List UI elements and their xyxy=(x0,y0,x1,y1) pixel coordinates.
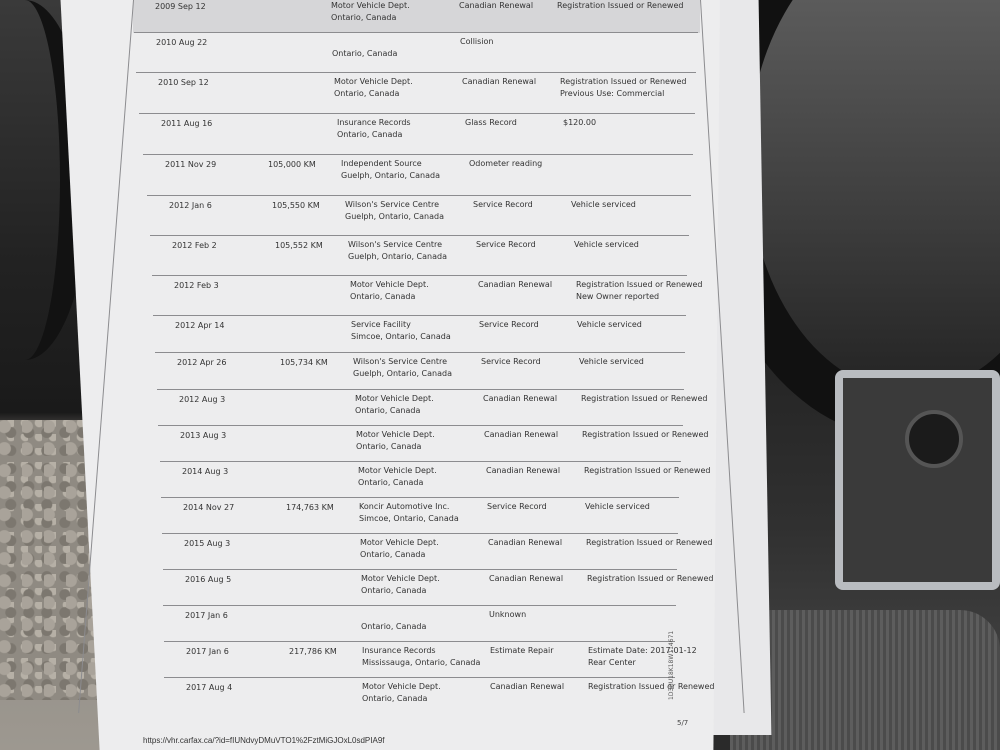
row-source xyxy=(355,393,434,417)
row-source xyxy=(341,158,440,182)
row-source-line: Ontario, Canada xyxy=(356,442,422,451)
row-source xyxy=(331,0,410,24)
table-row xyxy=(164,677,715,714)
row-record-type: Canadian Renewal xyxy=(490,682,565,691)
row-detail-line: Vehicle serviced xyxy=(571,200,636,209)
table-row xyxy=(158,425,709,462)
table-row xyxy=(150,235,689,276)
row-odometer: 105,552 KM xyxy=(275,241,323,250)
row-date: 2012 Feb 2 xyxy=(172,241,217,250)
row-date: 2017 Jan 6 xyxy=(185,611,228,620)
row-source-line: Ontario, Canada xyxy=(361,622,427,631)
row-record-type: Canadian Renewal xyxy=(462,77,537,86)
row-source-line: Guelph, Ontario, Canada xyxy=(341,171,440,180)
row-record-type: Service Record xyxy=(481,357,541,366)
row-details xyxy=(587,573,713,585)
row-date: 2014 Nov 27 xyxy=(183,503,235,512)
row-source-line: Motor Vehicle Dept. xyxy=(350,280,429,289)
row-date: 2011 Nov 29 xyxy=(165,160,217,169)
row-date: 2014 Aug 3 xyxy=(182,467,229,476)
row-date: 2012 Apr 26 xyxy=(177,358,227,367)
table-row xyxy=(163,605,676,642)
row-detail-line: Registration Issued or Renewed xyxy=(581,394,708,403)
row-source-line: Independent Source xyxy=(341,159,422,168)
row-source xyxy=(337,117,411,141)
table-row xyxy=(147,195,691,236)
row-source-line: Ontario, Canada xyxy=(337,130,403,139)
row-details xyxy=(585,501,650,513)
row-date: 2012 Jan 6 xyxy=(169,201,212,210)
row-odometer: 174,763 KM xyxy=(286,503,334,512)
row-source-line: Service Facility xyxy=(351,320,411,329)
row-details xyxy=(560,76,686,100)
row-source-line: Ontario, Canada xyxy=(350,292,416,301)
row-odometer: 217,786 KM xyxy=(289,647,337,656)
row-record-type: Service Record xyxy=(473,200,533,209)
row-source-line: Motor Vehicle Dept. xyxy=(355,394,434,403)
row-odometer: 105,550 KM xyxy=(272,201,320,210)
row-record-type: Odometer reading xyxy=(469,159,543,168)
vin-number: 1D3HU18K18W114671 xyxy=(668,630,675,700)
row-date: 2012 Apr 14 xyxy=(175,321,225,330)
table-row xyxy=(134,32,698,73)
row-details xyxy=(581,393,707,405)
row-record-type: Canadian Renewal xyxy=(478,280,553,289)
row-details xyxy=(582,429,708,441)
table-row xyxy=(155,352,685,390)
row-date: 2012 Aug 3 xyxy=(179,395,226,404)
row-source-line: Mississauga, Ontario, Canada xyxy=(362,658,481,667)
page-number: 5/7 xyxy=(677,719,689,727)
row-source xyxy=(361,573,440,597)
row-source-line: Wilson's Service Centre xyxy=(345,200,440,209)
table-row xyxy=(133,0,700,33)
row-record-type: Service Record xyxy=(476,240,536,249)
row-date: 2009 Sep 12 xyxy=(155,2,206,11)
row-source-line: Ontario, Canada xyxy=(355,406,421,415)
table-row xyxy=(152,275,703,316)
row-source-line: Ontario, Canada xyxy=(361,586,427,595)
row-source-line: Wilson's Service Centre xyxy=(348,240,443,249)
row-source-line: Simcoe, Ontario, Canada xyxy=(359,514,459,523)
row-date: 2016 Aug 5 xyxy=(185,575,232,584)
row-detail-line: Vehicle serviced xyxy=(577,320,642,329)
table-row xyxy=(157,389,708,426)
row-details xyxy=(571,199,636,211)
row-source-line: Ontario, Canada xyxy=(331,13,397,22)
row-record-type: Collision xyxy=(460,37,494,46)
row-source xyxy=(332,36,397,60)
row-source-line: Ontario, Canada xyxy=(362,694,428,703)
row-source xyxy=(362,645,480,669)
row-detail-line: Previous Use: Commercial xyxy=(560,89,665,98)
row-date: 2010 Sep 12 xyxy=(158,78,209,87)
row-source xyxy=(361,609,426,633)
row-date: 2017 Jan 6 xyxy=(186,647,229,656)
row-detail-line: Vehicle serviced xyxy=(579,357,644,366)
row-record-type: Service Record xyxy=(487,502,547,511)
row-detail-line: Registration Issued or Renewed xyxy=(582,430,709,439)
row-source xyxy=(359,501,459,525)
row-details xyxy=(579,356,644,368)
table-row xyxy=(139,113,695,155)
row-record-type: Canadian Renewal xyxy=(483,394,558,403)
row-date: 2012 Feb 3 xyxy=(174,281,219,290)
row-source xyxy=(351,319,451,343)
row-odometer: 105,000 KM xyxy=(268,160,316,169)
row-source-line xyxy=(361,609,426,621)
row-details xyxy=(584,465,710,477)
row-source xyxy=(362,681,441,705)
row-date: 2011 Aug 16 xyxy=(161,119,213,128)
row-record-type: Estimate Repair xyxy=(490,646,554,655)
row-details xyxy=(586,537,712,549)
row-detail-line: Registration Issued or Renewed xyxy=(557,1,684,10)
row-details xyxy=(576,279,702,303)
row-source-line: Motor Vehicle Dept. xyxy=(358,466,437,475)
row-odometer: 105,734 KM xyxy=(280,358,328,367)
row-source xyxy=(348,239,447,263)
row-source-line: Motor Vehicle Dept. xyxy=(356,430,435,439)
row-source xyxy=(334,76,413,100)
row-detail-line: Vehicle serviced xyxy=(585,502,650,511)
row-source xyxy=(356,429,435,453)
row-source-line: Insurance Records xyxy=(337,118,411,127)
row-details xyxy=(577,319,642,331)
row-detail-line: Vehicle serviced xyxy=(574,240,639,249)
row-source-line: Motor Vehicle Dept. xyxy=(334,77,413,86)
row-source-line: Ontario, Canada xyxy=(334,89,400,98)
report-url: https://vhr.carfax.ca/?id=fIUNdvyDMuVTO1%2FztMiGJOxL0sdPIA9f xyxy=(143,736,385,745)
row-details xyxy=(574,239,639,251)
row-record-type: Glass Record xyxy=(465,118,517,127)
row-details xyxy=(588,645,697,669)
row-details xyxy=(557,0,683,12)
row-record-type: Service Record xyxy=(479,320,539,329)
row-source-line: Motor Vehicle Dept. xyxy=(361,574,440,583)
row-record-type: Canadian Renewal xyxy=(488,538,563,547)
table-row xyxy=(161,497,679,534)
row-detail-line: Registration Issued or Renewed xyxy=(584,466,711,475)
row-source-line: Simcoe, Ontario, Canada xyxy=(351,332,451,341)
table-left-border xyxy=(78,0,134,713)
row-details xyxy=(563,117,596,129)
row-record-type: Unknown xyxy=(489,610,527,619)
row-date: 2010 Aug 22 xyxy=(156,38,208,47)
row-detail-line: Registration Issued or Renewed xyxy=(587,574,714,583)
row-record-type: Canadian Renewal xyxy=(459,1,534,10)
row-source-line: Motor Vehicle Dept. xyxy=(331,1,410,10)
table-row xyxy=(153,315,686,353)
row-source-line xyxy=(332,36,397,48)
row-detail-line: New Owner reported xyxy=(576,292,660,301)
row-source-line: Ontario, Canada xyxy=(332,49,398,58)
row-detail-line: Registration Issued or Renewed xyxy=(560,77,687,86)
table-row xyxy=(163,569,714,606)
row-record-type: Canadian Renewal xyxy=(484,430,559,439)
row-source-line: Koncir Automotive Inc. xyxy=(359,502,450,511)
table-row xyxy=(162,533,713,570)
row-source-line: Guelph, Ontario, Canada xyxy=(345,212,444,221)
row-source-line: Ontario, Canada xyxy=(360,550,426,559)
row-record-type: Canadian Renewal xyxy=(489,574,564,583)
row-source-line: Wilson's Service Centre xyxy=(353,357,448,366)
row-source xyxy=(345,199,444,223)
row-date: 2013 Aug 3 xyxy=(180,431,227,440)
table-row xyxy=(136,72,696,114)
row-detail-line: Registration Issued or Renewed xyxy=(586,538,713,547)
row-source-line: Guelph, Ontario, Canada xyxy=(348,252,447,261)
row-source-line: Guelph, Ontario, Canada xyxy=(353,369,452,378)
row-detail-line: $120.00 xyxy=(563,118,597,127)
table-row xyxy=(143,154,693,196)
row-detail-line: Registration Issued or Renewed xyxy=(588,682,715,691)
row-date: 2015 Aug 3 xyxy=(184,539,231,548)
row-source-line: Motor Vehicle Dept. xyxy=(362,682,441,691)
row-date: 2017 Aug 4 xyxy=(186,683,233,692)
row-source xyxy=(360,537,439,561)
row-record-type: Canadian Renewal xyxy=(486,466,561,475)
table-row xyxy=(164,641,697,678)
row-source-line: Insurance Records xyxy=(362,646,436,655)
table-right-border xyxy=(700,0,745,713)
row-source-line: Ontario, Canada xyxy=(358,478,424,487)
row-detail-line: Rear Center xyxy=(588,658,636,667)
row-source xyxy=(358,465,437,489)
row-detail-line: Estimate Date: 2017-01-12 xyxy=(588,646,697,655)
table-row xyxy=(160,461,711,498)
row-details xyxy=(588,681,714,693)
row-source xyxy=(353,356,452,380)
row-source-line: Motor Vehicle Dept. xyxy=(360,538,439,547)
row-detail-line: Registration Issued or Renewed xyxy=(576,280,703,289)
row-source xyxy=(350,279,429,303)
